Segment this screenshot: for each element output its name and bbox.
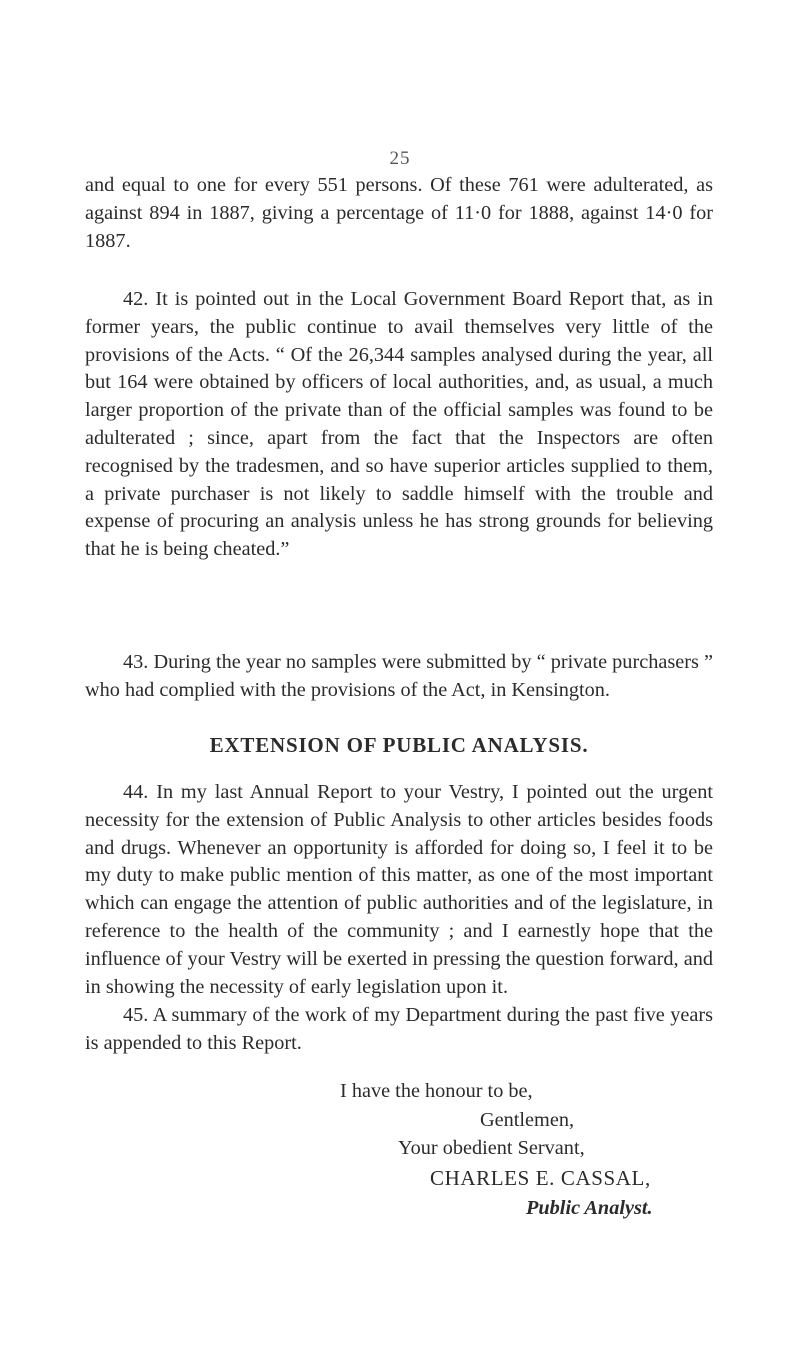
paragraph-44: 44. In my last Annual Report to your Vestry, I pointed out the urgent necessity for the extension of Public Analysis to other articles besides foods and drugs. Whenever an opportunity is afforded for doing so, I feel it to be my duty to make public mention of this matter, as one of the most important which can engage the attention of public authorities and of the legislature, in reference to the health of the community ; and I earnestly hope that the influence of your Vestry will be exerted in pressing the question forward, and in showing the necessity of early legislation upon it. bbox=[85, 781, 713, 998]
paragraph-45: 45. A summary of the work of my Department during the past five years is appended to this Report. bbox=[85, 1004, 713, 1054]
paragraph-42: 42. It is pointed out in the Local Government Board Report that, as in former years, the public continue to avail themselves very little of the provisions of the Acts. “ Of the 26,344 samples analysed during the year, all but 164 were obtained by officers of local authorities, and, as usual, a much larger proportion of the private than of the official samples was found to be adulterated ; since, apart from the fact that the Inspectors are often recognised by the tradesmen, and so have superior articles supplied to them, a private purchaser is not likely to saddle himself with the trouble and expense of procuring an analysis unless he has strong grounds for believing that he is being cheated.” bbox=[85, 288, 713, 561]
closing-line-honour: I have the honour to be, bbox=[340, 1080, 533, 1102]
section-heading: EXTENSION OF PUBLIC ANALYSIS. bbox=[209, 733, 589, 757]
closing-line-servant: Your obedient Servant, bbox=[398, 1137, 585, 1159]
paragraph-41-continuation: and equal to one for every 551 persons. Of these 761 were adulterated, as against 894 in 1887, giving a percentage of 11·0 for 1888, against 14·0 for 1887. bbox=[85, 174, 713, 252]
page-number: 25 bbox=[389, 148, 411, 169]
signature-title: Public Analyst. bbox=[526, 1197, 653, 1219]
signature-name: CHARLES E. CASSAL, bbox=[430, 1166, 651, 1190]
paragraph-43: 43. During the year no samples were submitted by “ private purchasers ” who had complied with the provisions of the Act, in Kensington. bbox=[85, 651, 713, 701]
closing-line-salutation: Gentlemen, bbox=[480, 1109, 575, 1131]
